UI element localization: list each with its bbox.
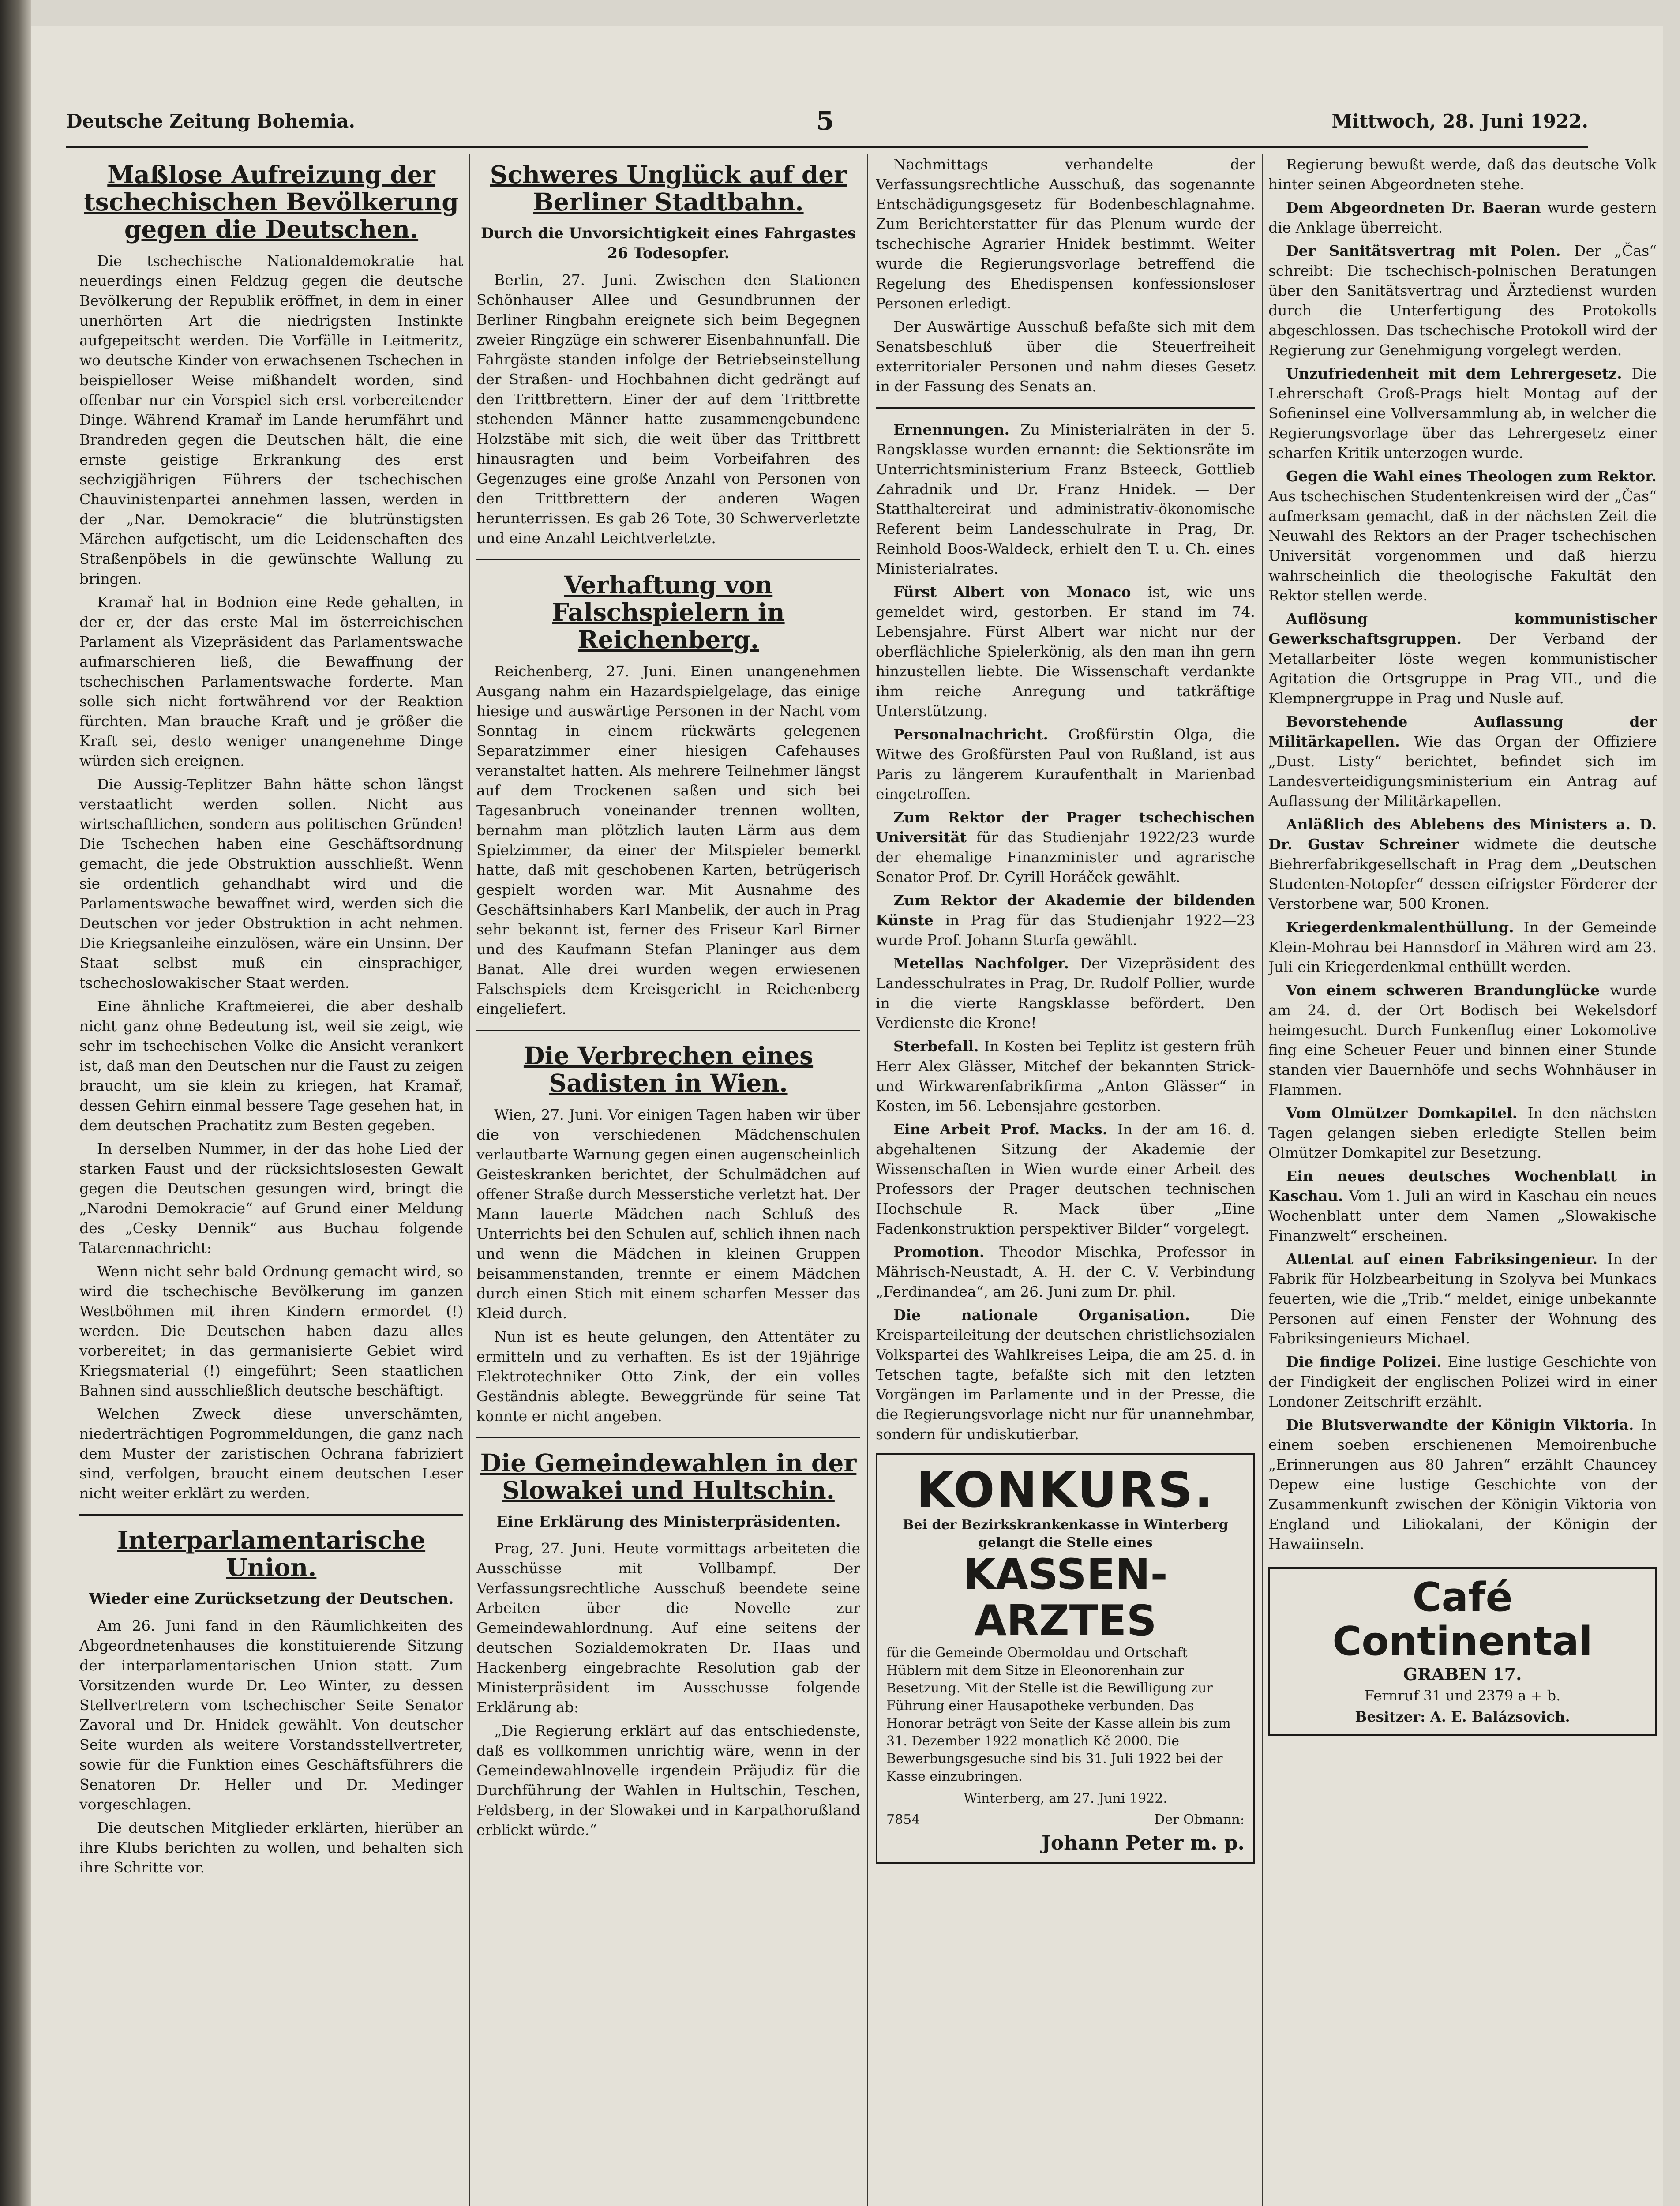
article-body — [476, 1105, 860, 1426]
paragraph: Welchen Zweck diese unverschämten, niederträchtigen Pogrommeldungen, die ganz nach dem Muster der zaristischen Ochrana fabriziert sind, verfolgen, braucht einem deutschen Leser nicht weiter erklärt zu werden. — [79, 1405, 463, 1502]
news-brief — [1268, 364, 1657, 463]
paragraph: Am 26. Juni fand in den Räumlichkeiten des Abgeordnetenhauses die konstituierende Sitzung der interparlamentarischen Union statt. Zum Vorsitzenden wurde Dr. Leo Winter, zu dessen Stellvertretern vom tschechischer Seite Senator Zavoral und Dr. Hnidek gewählt. Von deutscher Seite wurden als weitere Vorstandsstellvertreter, sowie für die Funktion eines Geschäftsführers die Senatoren Dr. Heller und Dr. Medinger vorgeschlagen. — [79, 1617, 463, 1813]
news-brief — [1268, 814, 1657, 914]
paragraph: Prag, 27. Juni. Heute vormittags arbeiteten die Ausschüsse mit Vollbampf. Der Verfassungsrechtliche Ausschuß beendete seine Arbeiten über die Novelle zur Gemeindewahlordnung. Auf eine seitens der deutschen Sozialdemokraten Dr. Haas und Hackenberg eingebrachte Resolution gab der Ministerpräsident im Ausschusse folgende Erklärung ab: — [476, 1540, 860, 1716]
news-brief — [1268, 980, 1657, 1099]
news-brief-text: Der Vizepräsident des Landesschulrates in Prag, Dr. Rudolf Pollier, wurde in die vierte Rangsklasse befördert. Den Verdienste die Krone! — [876, 955, 1255, 1032]
paragraph: Reichenberg, 27. Juni. Einen unangenehmen Ausgang nahm ein Hazardspielgelage, das einige hiesige und auswärtige Personen in der Nacht vom Sonntag in einem rückwärts gelegenen Separatzimmer einer hiesigen Cafehauses veranstaltet hatten. Als mehrere Teilnehmer längst auf dem Trockenen saßen und sich bei Tagesanbruch voneinander trennen wollten, bernahm man plötzlich lauten Lärm aus dem Spielzimmer, da einer der Mitspieler bemerkt hatte, daß mit geschobenen Karten, betrügerisch gespielt worden war. Mit Ausnahme des Geschäftsinhabers Karl Manbelik, der auch in Prag sehr bekannt ist, ferner des Friseur Karl Birner und des Kaufmann Stefan Planinger aus dem Banat. Alle drei wurden wegen erwiesenen Falschspiels dem Kreisgericht in Reichenberg eingeliefert. — [476, 663, 860, 1017]
article-subhead: Eine Erklärung des Ministerpräsidenten. — [496, 1513, 841, 1531]
cafe-advertisement — [1268, 1567, 1657, 1736]
news-brief-title: Vom Olmützer Domkapitel. — [1286, 1104, 1528, 1122]
paragraph: Wien, 27. Juni. Vor einigen Tagen haben wir über die von verschiedenen Mädchenschulen verlautbarte Warnung gegen einen augenscheinlich Geisteskranken berichtet, der Schulmädchen auf offener Straße durch Messerstiche verletzt hat. Der Mann lauerte Mädchen nach Schluß des Unterrichts bei den Schulen auf, schlich ihnen nach und wenn die Mädchen in kleinen Gruppen beisammenstanden, trennte er einem Mädchen durch einen Stich mit einem scharfen Messer das Kleid durch. — [476, 1106, 860, 1322]
news-brief — [1268, 917, 1657, 977]
article-subhead: Durch die Unvorsichtigkeit eines Fahrgastes 26 Todesopfer. — [480, 225, 856, 262]
page-number: 5 — [816, 106, 834, 136]
news-brief — [876, 724, 1255, 804]
divider — [476, 1437, 860, 1438]
paragraph: Der Auswärtige Ausschuß befaßte sich mit dem Senatsbeschluß über die Steuerfreiheit exterritorialer Personen und nahm dieses Gesetz in der Fassung des Senats an. — [876, 318, 1255, 395]
news-brief-text: In der Fabrik für Holzbearbeitung in Szolyva bei Munkacs feuerten, wie die „Trib.“ meldet, einige unbekannte Personen auf einen Fenster der Wohnung des Fabriksingenieurs Michael. — [1268, 1250, 1657, 1347]
column-divider — [1262, 154, 1263, 2206]
news-brief-text: wurde gestern die Anklage überreicht. — [1268, 199, 1657, 236]
cafe-address: GRABEN 17. — [1403, 1664, 1522, 1684]
article-headline: Interparlamentarische Union. — [117, 1526, 426, 1582]
news-brief-text: Wie das Organ der Offiziere „Dust. Listy“ berichtet, befindet sich im Landesverteidigungsministerium ein Antrag auf Auflassung der Militärkapellen. — [1268, 733, 1657, 810]
news-brief-title: Zum Rektor der Akademie der bildenden Künste — [876, 892, 1255, 929]
cafe-name: Café Continental — [1332, 1574, 1593, 1665]
news-brief — [876, 1305, 1255, 1444]
news-brief — [1268, 1103, 1657, 1163]
news-brief — [1268, 609, 1657, 708]
news-brief — [876, 953, 1255, 1033]
news-brief-text: In der am 16. d. abgehaltenen Sitzung der Akademie der Wissenschaften in Wien wurde einer Arbeit des Professors der Prager deutschen technischen Hochschule R. Mack über „Eine Fadenkonstruktion perspektiver Bilder“ vorgelegt. — [876, 1121, 1255, 1237]
news-brief-title: Fürst Albert von Monaco — [893, 583, 1148, 600]
ad-number: 7854 — [886, 1812, 920, 1827]
news-brief-title: Die Blutsverwandte der Königin Viktoria. — [1286, 1416, 1642, 1433]
news-brief-title: Dem Abgeordneten Dr. Baeran — [1286, 199, 1548, 216]
article-body — [476, 1538, 860, 1840]
news-brief — [876, 1242, 1255, 1302]
article-body — [876, 154, 1255, 396]
column-3 — [876, 154, 1255, 2206]
news-brief-title: Sterbefall. — [893, 1038, 984, 1055]
article-headline: Die Verbrechen eines Sadisten in Wien. — [523, 1041, 814, 1097]
paragraph: Nun ist es heute gelungen, den Attentäter zu ermitteln und zu verhaften. Es ist der 19jährige Elektrotechniker Otto Zink, der ein volles Geständnis ablegte. Beweggründe für seine Tat konnte er nicht angeben. — [476, 1328, 860, 1425]
cafe-owner: Besitzer: A. E. Balázsovich. — [1355, 1708, 1570, 1725]
news-brief-text: für das Studienjahr 1922/23 wurde der ehemalige Finanzminister und agrarische Senator Prof. Dr. Cyrill Horáček gewählt. — [876, 829, 1255, 885]
news-brief-title: Personalnachricht. — [893, 726, 1069, 743]
news-brief-text: In den nächsten Tagen gelangen sieben erledigte Stellen beim Olmützer Domkapitel zur Besetzung. — [1268, 1104, 1657, 1161]
divider — [79, 1514, 463, 1516]
article-body — [79, 1616, 463, 1877]
news-brief — [876, 890, 1255, 950]
column-1 — [79, 154, 463, 2206]
news-brief-title: Die nationale Organisation. — [893, 1306, 1230, 1324]
paragraph: Die Aussig-Teplitzer Bahn hätte schon längst verstaatlicht werden sollen. Nicht aus wirtschaftlichen, sondern aus politischen Gründen! Die Tschechen haben eine Geschäftsordnung gemacht, die jede Obstruktion ausschließt. Wenn sie ordentlich gehandhabt wird und die Parlamentswache bewaffnet wird, werden sich die Deutschen vor jeder Obstruktion in acht nehmen. Die Kriegsanleihe einzulösen, wäre ein Unsinn. Der Staat selbst muß ein einsprachiger, tschechoslowakischer Staat werden. — [79, 776, 463, 991]
news-brief-text: in Prag für das Studienjahr 1922—23 wurde Prof. Johann Sturſa gewählt. — [876, 912, 1255, 949]
header-rule — [66, 146, 1588, 148]
news-brief — [1268, 712, 1657, 811]
news-brief — [876, 582, 1255, 721]
news-brief-text: ist, wie uns gemeldet wird, gestorben. Er stand im 74. Lebensjahre. Fürst Albert war nicht nur der oberflächliche Spielerkönig, als den man ihn gern hinzustellen liebte. Die Wissenschaft verdankte ihm reiche Anregung und tatkräftige Unterstützung. — [876, 583, 1255, 720]
ad-signer: Johann Peter m. p. — [1042, 1832, 1245, 1854]
news-brief-title: Ein neues deutsches Wochenblatt in Kaschau. — [1268, 1167, 1657, 1204]
ad-body: für die Gemeinde Obermoldau und Ortschaft Hüblern mit dem Sitze in Eleonorenhain zur Besetzung. Mit der Stelle ist die Bewilligung zur Führung einer Hausapotheke verbunden. Das Honorar beträgt von Seite der Kasse allein bis zum 31. Dezember 1922 monatlich Kč 2000. Die Bewerbungsgesuche sind bis 31. Juli 1922 bei der Kasse einzubringen. — [886, 1645, 1231, 1784]
paragraph: Die tschechische Nationaldemokratie hat neuerdings einen Feldzug gegen die deutsche Bevölkerung der Republik eröffnet, in dem in einer unerhörten Art die niedrigsten Instinkte aufgepeitscht werden. Die Vorfälle in Leitmeritz, wo deutsche Kinder von erwachsenen Tschechen in beispielloser Weise mißhandelt worden, sind offenbar nur ein Vorspiel sich erst vorbereitender Dinge. Während Kramař im Lande herumfährt und Brandreden gegen die Deutschen hält, die eine ernste geistige Erkrankung des erst sechzigjährigen Führers der tschechischen Chauvinistenpartei annehmen lassen, werden in der „Nar. Demokracie“ die blutrünstigsten Märchen aufgetischt, um die Leidenschaften des Straßenpöbels in die gewünschte Wallung zu bringen. — [79, 252, 463, 587]
news-brief-text: Der Verband der Metallarbeiter löste wegen kommunistischer Agitation die Ortsgruppe in Prag VII., und die Klempnergruppe in Prag und Nusle auf. — [1268, 630, 1657, 707]
news-brief-text: wurde am 24. d. der Ort Bodisch bei Wekelsdorf heimgesucht. Durch Funkenflug einer Lokomotive fing eine Scheuer Feuer und binnen einer Stunde standen vier Bauernhöfe und sechs Wohnhäuser in Flammen. — [1268, 982, 1657, 1098]
news-brief — [876, 420, 1255, 578]
news-brief-text: Vom 1. Juli an wird in Kaschau ein neues Wochenblatt unter dem Namen „Slowakische Finanzwelt“ erscheinen. — [1268, 1187, 1657, 1244]
divider — [476, 1030, 860, 1031]
ad-signer-role: Der Obmann: — [1154, 1812, 1245, 1827]
news-brief-title: Promotion. — [893, 1243, 1000, 1261]
news-brief-text: Der „Čas“ schreibt: Die tschechisch-polnischen Beratungen über den Sanitätsvertrag und Ärztedienst wurden durch die Unterfertigung des Protokolls abgeschlossen. Das tschechische Protokoll wird der Regierung zur Genehmigung vorgelegt werden. — [1268, 242, 1657, 359]
news-brief-text: In Kosten bei Teplitz ist gestern früh Herr Alex Glässer, Mitchef der bekannten Strick- und Wirkwarenfabrikfirma „Anton Glässer“ in Kosten, im 56. Lebensjahre gestorben. — [876, 1038, 1255, 1114]
paragraph: In derselben Nummer, in der das hohe Lied der starken Faust und der rücksichtslosesten Gewalt gegen die Deutschen gesungen wird, bringt die „Narodni Demokracie“ auf Grund einer Meldung des „Cesky Dennik“ aus Buchau folgende Tatarennachricht: — [79, 1140, 463, 1257]
masthead-title: Deutsche Zeitung Bohemia. — [66, 110, 355, 132]
news-brief-title: Die findige Polizei. — [1286, 1353, 1448, 1370]
news-brief — [1268, 1415, 1657, 1554]
news-briefs — [876, 420, 1255, 1444]
news-brief-text: Die Lehrerschaft Groß-Prags hielt Montag auf der Sofieninsel eine Vollversammlung ab, in welcher die Regierungsvorlage über das Lehrergesetz einer scharfen Kritik unterzogen wurde. — [1268, 365, 1657, 461]
paragraph: Wenn nicht sehr bald Ordnung gemacht wird, so wird die tschechische Bevölkerung im ganzen Westböhmen mit ihren Kindern ermordet (!) werden. Die Deutschen haben dazu alles vorbereitet; in das germanisierte Gebiet wird Kriegsmaterial (!) eingeführt; Seen staatlichen Bahnen sind ausschließlich deutsche beschäftigt. — [79, 1263, 463, 1399]
news-brief-title: Bevorstehende Auflassung der Militärkapellen. — [1268, 713, 1657, 750]
ad-intro: Bei der Bezirkskrankenkasse in Winterberg gelangt die Stelle eines — [903, 1517, 1228, 1550]
ad-date: Winterberg, am 27. Juni 1922. — [964, 1791, 1167, 1806]
news-brief-title: Von einem schweren Brandunglücke — [1286, 982, 1610, 999]
paragraph: Regierung bewußt werde, daß das deutsche Volk hinter seinen Abgeordneten stehe. — [1268, 156, 1657, 193]
column-4 — [1268, 154, 1657, 2206]
news-brief — [1268, 241, 1657, 360]
article-headline: Schweres Unglück auf der Berliner Stadtbahn. — [490, 160, 847, 216]
news-brief-text: In einem soeben erschienenen Memoirenbuche „Erinnerungen aus 80 Jahren“ erzählt Chauncey Depew eine lustige Geschichte von der Zusammenkunft zwischen der Königin Viktoria von England und Liliokalani, der Königin der Hawaiinseln. — [1268, 1416, 1657, 1553]
page-binding-edge — [0, 0, 31, 2206]
article-headline: Verhaftung von Falschspielern in Reichenberg. — [552, 570, 785, 654]
news-brief-title: Der Sanitätsvertrag mit Polen. — [1286, 242, 1575, 259]
news-brief-text: Zu Ministerialräten in der 5. Rangsklasse wurden ernannt: die Sektionsräte im Unterrichtsministerium Franz Bsteeck, Gottlieb Zahradnik und Dr. Franz Hnidek. — Der Statthaltereirat und administrativ-ökonomische Referent beim Landesschulrate in Prag, Dr. Reinhold Boos-Waldeck, erhielt den T. u. Ch. eines Ministerialrates. — [876, 421, 1255, 577]
news-brief-title: Eine Arbeit Prof. Macks. — [893, 1121, 1118, 1138]
article-headline: Die Gemeindewahlen in der Slowakei und Hultschin. — [480, 1448, 857, 1504]
news-brief-text: Die Kreisparteileitung der deutschen christlichsozialen Volkspartei des Wahlkreises Leipa, die am 25. d. in Tetschen tagte, befaßte sich mit den letzten Vorgängen im Parlamente und in der Presse, die die Regierungsvorlage nicht nur für unannehmbar, sondern für undiskutierbar. — [876, 1306, 1255, 1443]
paragraph: Kramař hat in Bodnion eine Rede gehalten, in der er, der das erste Mal im österreichischen Parlament als Vizepräsident das Parlamentswache aufmarschieren ließ, die Bewaffnung der tschechischen Parlamentswache forderte. Man solle sich nicht fortwährend vor der Reaktion fürchten. Man brauche Kraft und je größer die Kraft sei, desto weniger unangenehme Dinge würden sich ereignen. — [79, 593, 463, 769]
ad-title: KONKURS. — [916, 1462, 1215, 1518]
news-brief-title: Attentat auf einen Fabriksingenieur. — [1286, 1250, 1608, 1268]
column-divider — [867, 154, 868, 2206]
article-subhead: Wieder eine Zurücksetzung der Deutschen. — [89, 1590, 454, 1608]
news-brief — [876, 1036, 1255, 1116]
paragraph: „Die Regierung erklärt auf das entschiedenste, daß es vollkommen unrichtig wäre, wenn in der Gemeindewahlnovelle irgendein Präjudiz für die Durchführung der Wahlen in Hultschin, Teschen, Feldsberg, in der Slowakei und in Karpathorußland erblickt würde.“ — [476, 1722, 860, 1838]
news-brief-text: Aus tschechischen Studentenkreisen wird der „Čas“ aufmerksam gemacht, daß in der nächsten Zeit die Neuwahl des Rektors an der Prager tschechischen Universität vorgenommen und daß hierzu wahrscheinlich die theologische Fakultät den Rektor stellen werde. — [1268, 488, 1657, 604]
paragraph: Die deutschen Mitglieder erklärten, hierüber an ihre Klubs berichten zu wollen, und behalten sich ihre Schritte vor. — [79, 1819, 463, 1876]
news-brief-title: Zum Rektor der Prager tschechischen Universität — [876, 809, 1255, 846]
article-headline: Maßlose Aufreizung der tschechischen Bevölkerung gegen die Deutschen. — [84, 160, 459, 244]
article-body — [1268, 154, 1657, 194]
news-brief-text: Eine lustige Geschichte von der Findigkeit der englischen Polizei wird in einer Londoner Zeitschrift erzählt. — [1268, 1353, 1657, 1410]
news-brief — [1268, 1166, 1657, 1246]
column-divider — [469, 154, 470, 2206]
news-brief-title: Gegen die Wahl eines Theologen zum Rektor. — [1286, 468, 1657, 485]
job-advertisement — [876, 1453, 1255, 1864]
news-briefs — [1268, 198, 1657, 1554]
news-brief — [876, 807, 1255, 887]
divider — [476, 559, 860, 560]
article-body — [476, 270, 860, 548]
news-brief-title: Ernennungen. — [893, 421, 1021, 438]
page-header — [66, 106, 1588, 146]
news-brief-title: Anläßlich des Ablebens des Ministers a. D. Dr. Gustav Schreiner — [1268, 816, 1657, 853]
news-brief — [1268, 1352, 1657, 1411]
news-brief — [1268, 466, 1657, 605]
news-brief — [1268, 1249, 1657, 1348]
news-brief-title: Metellas Nachfolger. — [893, 955, 1080, 972]
paragraph: Eine ähnliche Kraftmeierei, die aber deshalb nicht ganz ohne Bedeutung ist, weil sie zeigt, wie sehr im tschechischen Volke die Ansicht verankert ist, daß man den Deutschen nur die Faust zu zeigen braucht, um sie klein zu kriegen, hat Kramař, dessen Gehirn einmal bessere Tage gesehen hat, in dem deutschen Prachatitz zum Besten gegeben. — [79, 998, 463, 1134]
news-brief-title: Unzufriedenheit mit dem Lehrergesetz. — [1286, 365, 1632, 382]
news-brief-title: Auflösung kommunistischer Gewerkschaftsgruppen. — [1268, 610, 1657, 647]
paragraph: Berlin, 27. Juni. Zwischen den Stationen Schönhauser Allee und Gesundbrunnen der Berliner Ringbahn ereignete sich beim Begegnen zweier Ringzüge ein schwerer Eisenbahnunfall. Die Fahrgäste standen infolge der Betriebseinstellung der Straßen- und Hochbahnen dicht gedrängt auf den Trittbrettern. Einer der auf dem Trittbrette stehenden Männer hatte zusammengebundene Holzstäbe mit sich, die weit über das Trittbrett hinausragten und beim Vorbeifahren des Gegenzuges eine große Anzahl von Personen von den Trittbrettern der anderen Wagen herunterrissen. Es gab 26 Tote, 30 Schwerverletzte und eine Anzahl Leichtverletzte. — [476, 271, 860, 547]
news-brief-text: In der Gemeinde Klein-Mohrau bei Hannsdorf in Mähren wird am 23. Juli ein Kriegerdenkmal enthüllt werden. — [1268, 919, 1657, 975]
issue-date: Mittwoch, 28. Juni 1922. — [1331, 110, 1588, 132]
article-body — [79, 251, 463, 1503]
news-brief — [1268, 198, 1657, 237]
column-2 — [476, 154, 860, 2206]
divider — [876, 407, 1255, 409]
ad-position: KASSEN-ARZTES — [963, 1550, 1168, 1645]
paragraph: Nachmittags verhandelte der Verfassungsrechtliche Ausschuß, das sogenannte Entschädigungsgesetz für Bodenbeschlagnahme. Zum Berichterstatter für das Plenum wurde der tschechische Agrarier Hnidek bestimmt. Weiter wurde die Regierungsvorlage betreffend die Regelung des Ehedispensen konfessionsloser Personen erledigt. — [876, 156, 1255, 312]
cafe-phone: Fernruf 31 und 2379 a + b. — [1364, 1687, 1561, 1704]
article-body — [476, 661, 860, 1019]
news-brief-title: Kriegerdenkmalenthüllung. — [1286, 919, 1524, 936]
news-brief-text: Großfürstin Olga, die Witwe des Großfürsten Paul von Rußland, ist aus Paris zu längerem Kuraufenthalt in Marienbad eingetroffen. — [876, 726, 1255, 803]
news-brief-text: widmete die deutsche Biehrerfabrikgesellschaft in Prag dem „Deutschen Studenten-Notopfer“ dessen eifrigster Förderer der Verstorbene war, 500 Kronen. — [1268, 836, 1657, 912]
news-brief-text: Theodor Mischka, Professor in Mährisch-Neustadt, A. H. der C. V. Verbindung „Ferdinandea“, am 26. Juni zum Dr. phil. — [876, 1243, 1255, 1300]
news-brief — [876, 1119, 1255, 1238]
